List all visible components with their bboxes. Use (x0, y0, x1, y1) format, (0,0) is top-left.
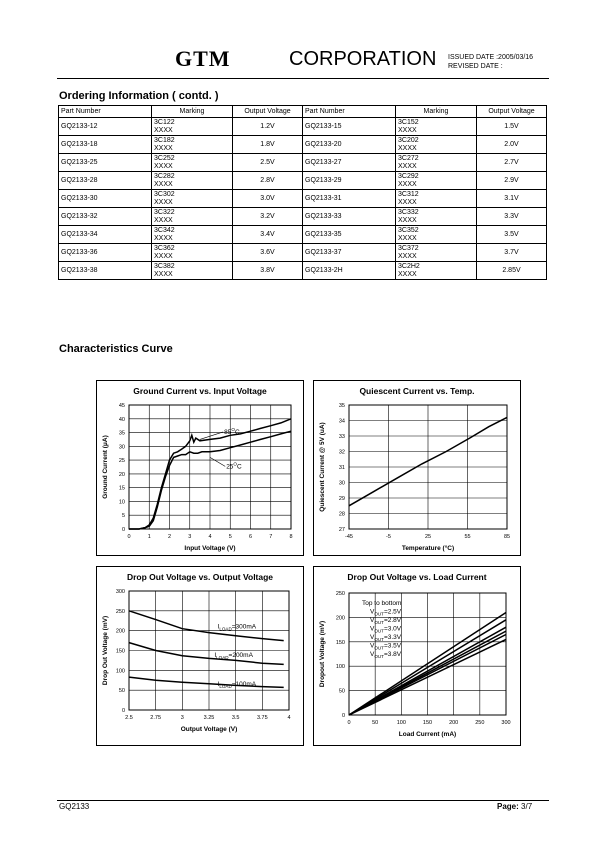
part-number: GQ2133-20 (303, 136, 396, 154)
annotation-label: $85^OC$ (224, 426, 240, 436)
marking-line: 3C302 (154, 190, 175, 198)
issue-info (448, 53, 533, 71)
part-number: GQ2133-33 (303, 208, 396, 226)
x-tick-label: 7 (269, 534, 273, 540)
marking-line: 3C202 (398, 136, 419, 144)
marking-line: 3C252 (154, 154, 175, 162)
output-voltage: 2.5V (233, 154, 303, 172)
y-tick-label: 100 (335, 664, 345, 671)
chart-title: Quiescent Current vs. Temp. (359, 386, 475, 396)
marking-line: XXXX (398, 270, 417, 278)
y-tick-label: 0 (121, 527, 125, 533)
annotation-label: $25^OC$ (226, 461, 242, 471)
table-row (59, 244, 547, 262)
y-tick-label: 15 (118, 485, 125, 492)
chart-dropout-vs-output (96, 566, 304, 746)
x-tick-label: 0 (347, 720, 351, 726)
marking (396, 172, 477, 190)
output-voltage: 3.8V (233, 262, 303, 280)
y-tick-label: 200 (115, 628, 125, 635)
x-tick-label: 3 (180, 715, 184, 721)
part-number: GQ2133-36 (59, 244, 152, 262)
annotation-label: $I_{LOAD}=200mA$ (214, 652, 253, 661)
marking-line: XXXX (398, 180, 417, 188)
col-header: Part Number (59, 106, 152, 118)
y-tick-label: 250 (335, 591, 345, 597)
footer-rule (57, 800, 549, 801)
marking-line: 3C372 (398, 244, 419, 252)
x-tick-label: 3.75 (256, 715, 268, 721)
chart-quiescent-current (313, 380, 521, 556)
chart-title: Drop Out Voltage vs. Load Current (347, 572, 487, 582)
output-voltage: 3.5V (477, 226, 547, 244)
x-tick-label: 4 (287, 715, 291, 721)
x-tick-label: 0 (127, 534, 131, 540)
part-number: GQ2133-12 (59, 118, 152, 136)
footer-page (497, 802, 532, 811)
x-tick-label: 8 (289, 534, 293, 540)
marking-line: XXXX (154, 234, 173, 242)
y-tick-label: 10 (118, 499, 125, 506)
series-line (129, 677, 284, 690)
characteristics-title: Characteristics Curve (59, 343, 173, 355)
ordering-title: Ordering Information ( contd. ) (59, 90, 219, 102)
marking-line: 3C362 (154, 244, 175, 252)
x-tick-label: 1 (147, 534, 151, 540)
x-tick-label: 5 (228, 534, 232, 540)
y-tick-label: 35 (338, 403, 345, 409)
part-number: GQ2133-18 (59, 136, 152, 154)
issued-date: ISSUED DATE :2005/03/16 (448, 54, 534, 61)
y-tick-label: 28 (338, 511, 345, 518)
x-tick-label: 50 (372, 720, 379, 726)
y-tick-label: 200 (335, 615, 345, 622)
x-tick-label: -45 (345, 534, 353, 540)
part-number: GQ2133-35 (303, 226, 396, 244)
y-tick-label: 27 (338, 527, 345, 533)
y-tick-label: 150 (115, 648, 125, 655)
table-row (59, 172, 547, 190)
y-tick-label: 0 (121, 708, 125, 714)
marking (396, 154, 477, 172)
marking-line: XXXX (398, 162, 417, 170)
col-header: Output Voltage (233, 106, 303, 118)
marking-line: 3C272 (398, 154, 419, 162)
table-row (59, 154, 547, 172)
marking (396, 262, 477, 280)
output-voltage: 3.7V (477, 244, 547, 262)
marking (152, 172, 233, 190)
marking (152, 154, 233, 172)
y-tick-label: 45 (118, 403, 125, 409)
part-number: GQ2133-32 (59, 208, 152, 226)
x-tick-label: 3 (188, 534, 192, 540)
output-voltage: 2.85V (477, 262, 547, 280)
marking (396, 208, 477, 226)
table-row (59, 136, 547, 154)
x-tick-label: 2 (167, 534, 172, 540)
footer-doc-id: GQ2133 (59, 802, 90, 811)
part-number: GQ2133-30 (59, 190, 152, 208)
legend-item: $V_{OUT}=3.3V$ (370, 634, 402, 642)
marking-line: XXXX (398, 216, 417, 224)
x-tick-label: 300 (501, 720, 511, 726)
output-voltage: 1.2V (233, 118, 303, 136)
y-tick-label: 40 (118, 416, 125, 423)
y-axis-label: Ground Current (μA) (102, 435, 109, 499)
marking (152, 190, 233, 208)
marking (396, 190, 477, 208)
marking-line: XXXX (398, 144, 417, 152)
marking-line: 3C282 (154, 172, 175, 180)
table-row (59, 208, 547, 226)
x-tick-label: 25 (424, 534, 432, 540)
output-voltage: 2.8V (233, 172, 303, 190)
marking-line: XXXX (154, 270, 173, 278)
y-tick-label: 25 (118, 458, 125, 465)
output-voltage: 1.5V (477, 118, 547, 136)
marking-line: XXXX (154, 126, 173, 134)
output-voltage: 2.9V (477, 172, 547, 190)
company-logo: GTM (175, 46, 231, 71)
x-axis-label: Output Voltage (V) (180, 726, 238, 733)
part-number: GQ2133-38 (59, 262, 152, 280)
col-header: Part Number (303, 106, 396, 118)
col-header: Marking (152, 106, 233, 118)
table-row (59, 118, 547, 136)
output-voltage: 3.2V (233, 208, 303, 226)
marking-line: 3C182 (154, 136, 175, 144)
company-name: CORPORATION (289, 48, 437, 70)
marking (396, 244, 477, 262)
marking-line: XXXX (398, 252, 417, 260)
marking (152, 118, 233, 136)
y-tick-label: 0 (341, 713, 345, 719)
header-rule (57, 78, 549, 79)
y-tick-label: 29 (338, 496, 345, 502)
legend-item: $V_{OUT}=3.8V$ (370, 651, 402, 659)
marking (396, 136, 477, 154)
col-header: Marking (396, 106, 477, 118)
part-number: GQ2133-25 (59, 154, 152, 172)
y-tick-label: 50 (338, 688, 345, 695)
part-number: GQ2133-37 (303, 244, 396, 262)
x-tick-label: 85 (503, 534, 511, 540)
y-tick-label: 50 (118, 688, 125, 695)
marking (152, 226, 233, 244)
part-number: GQ2133-31 (303, 190, 396, 208)
x-tick-label: 6 (248, 534, 253, 540)
annotation-arrow (210, 457, 225, 466)
part-number: GQ2133-15 (303, 118, 396, 136)
legend-item: $V_{OUT}=3.0V$ (370, 625, 402, 634)
marking-line: 3C312 (398, 190, 419, 198)
marking-line: XXXX (154, 144, 173, 152)
y-tick-label: 35 (118, 430, 125, 437)
x-tick-label: 4 (208, 534, 212, 540)
output-voltage: 3.4V (233, 226, 303, 244)
ordering-header-row (59, 106, 547, 118)
col-header: Output Voltage (477, 106, 547, 118)
marking-line: 3C332 (398, 208, 419, 216)
output-voltage: 2.0V (477, 136, 547, 154)
marking-line: XXXX (398, 198, 417, 206)
output-voltage: 2.7V (477, 154, 547, 172)
output-voltage: 3.0V (233, 190, 303, 208)
marking-line: XXXX (398, 234, 417, 242)
table-row (59, 190, 547, 208)
legend-item: $V_{OUT}=3.5V$ (370, 642, 402, 651)
marking-line: 3C342 (154, 226, 175, 234)
x-tick-label: -5 (386, 534, 391, 540)
y-tick-label: 100 (115, 668, 125, 675)
series-line (129, 611, 284, 641)
y-tick-label: 250 (115, 608, 125, 615)
marking (152, 136, 233, 154)
marking-line: 3C292 (398, 172, 419, 180)
chart-ground-current (96, 380, 304, 556)
part-number: GQ2133-34 (59, 226, 152, 244)
output-voltage: 1.8V (233, 136, 303, 154)
ordering-table (58, 105, 547, 280)
marking (152, 262, 233, 280)
marking-line: 3C322 (154, 208, 175, 216)
x-axis-label: Temperature (°C) (401, 545, 455, 552)
y-tick-label: 300 (115, 589, 125, 595)
annotation-label: $I_{LOAD}=100mA$ (217, 681, 257, 690)
legend-item: $V_{OUT}=2.8V$ (370, 617, 402, 625)
page-number: 3/7 (521, 802, 533, 811)
legend-heading: Top to bottom (362, 600, 402, 607)
x-tick-label: 200 (449, 720, 459, 726)
marking-line: XXXX (154, 180, 173, 188)
marking (396, 118, 477, 136)
table-row (59, 226, 547, 244)
series-line (129, 643, 284, 665)
y-tick-label: 30 (118, 444, 125, 451)
marking-line: XXXX (154, 252, 173, 260)
chart-title: Drop Out Voltage vs. Output Voltage (126, 572, 274, 582)
x-tick-label: 150 (422, 720, 433, 726)
revised-date: REVISED DATE : (448, 63, 503, 70)
y-axis-label: Quiescent Current @ 5V (uA) (319, 422, 326, 512)
part-number: GQ2133-29 (303, 172, 396, 190)
page-label: Page: (497, 802, 519, 811)
x-tick-label: 3.5 (231, 715, 240, 721)
y-axis-label: Dropout Voltage (mV) (319, 620, 326, 688)
marking-line: XXXX (154, 162, 173, 170)
x-tick-label: 2.75 (150, 715, 162, 721)
y-tick-label: 33 (338, 434, 345, 440)
x-tick-label: 2.5 (125, 715, 133, 721)
y-tick-label: 20 (118, 471, 125, 478)
x-tick-label: 55 (464, 534, 471, 540)
part-number: GQ2133-2H (303, 262, 396, 280)
marking-line: 3C2H2 (398, 262, 420, 270)
marking-line: XXXX (154, 216, 173, 224)
marking-line: XXXX (154, 198, 173, 206)
part-number: GQ2133-28 (59, 172, 152, 190)
marking-line: 3C152 (398, 118, 419, 126)
marking-line: XXXX (398, 126, 417, 134)
annotation-label: $I_{LOAD}=300mA$ (217, 623, 257, 632)
y-tick-label: 31 (338, 465, 345, 471)
marking (152, 244, 233, 262)
marking-line: 3C382 (154, 262, 175, 270)
marking-line: 3C122 (154, 118, 175, 126)
y-tick-label: 34 (338, 418, 345, 425)
output-voltage: 3.3V (477, 208, 547, 226)
part-number: GQ2133-27 (303, 154, 396, 172)
y-tick-label: 30 (338, 480, 345, 487)
table-row (59, 262, 547, 280)
y-tick-label: 32 (338, 449, 345, 456)
x-tick-label: 100 (396, 720, 406, 726)
x-tick-label: 250 (475, 720, 485, 726)
output-voltage: 3.6V (233, 244, 303, 262)
y-tick-label: 150 (335, 639, 345, 646)
chart-title: Ground Current vs. Input Voltage (133, 386, 267, 396)
output-voltage: 3.1V (477, 190, 547, 208)
legend-item: $V_{OUT}=2.5V$ (370, 608, 402, 617)
marking (396, 226, 477, 244)
y-axis-label: Drop Out Voltage (mV) (102, 615, 109, 686)
y-tick-label: 5 (121, 513, 125, 520)
chart-dropout-vs-load (313, 566, 521, 746)
marking-line: 3C352 (398, 226, 419, 234)
x-axis-label: Input Voltage (V) (184, 545, 236, 552)
x-tick-label: 3.25 (203, 715, 215, 721)
x-axis-label: Load Current (mA) (398, 731, 457, 738)
marking (152, 208, 233, 226)
